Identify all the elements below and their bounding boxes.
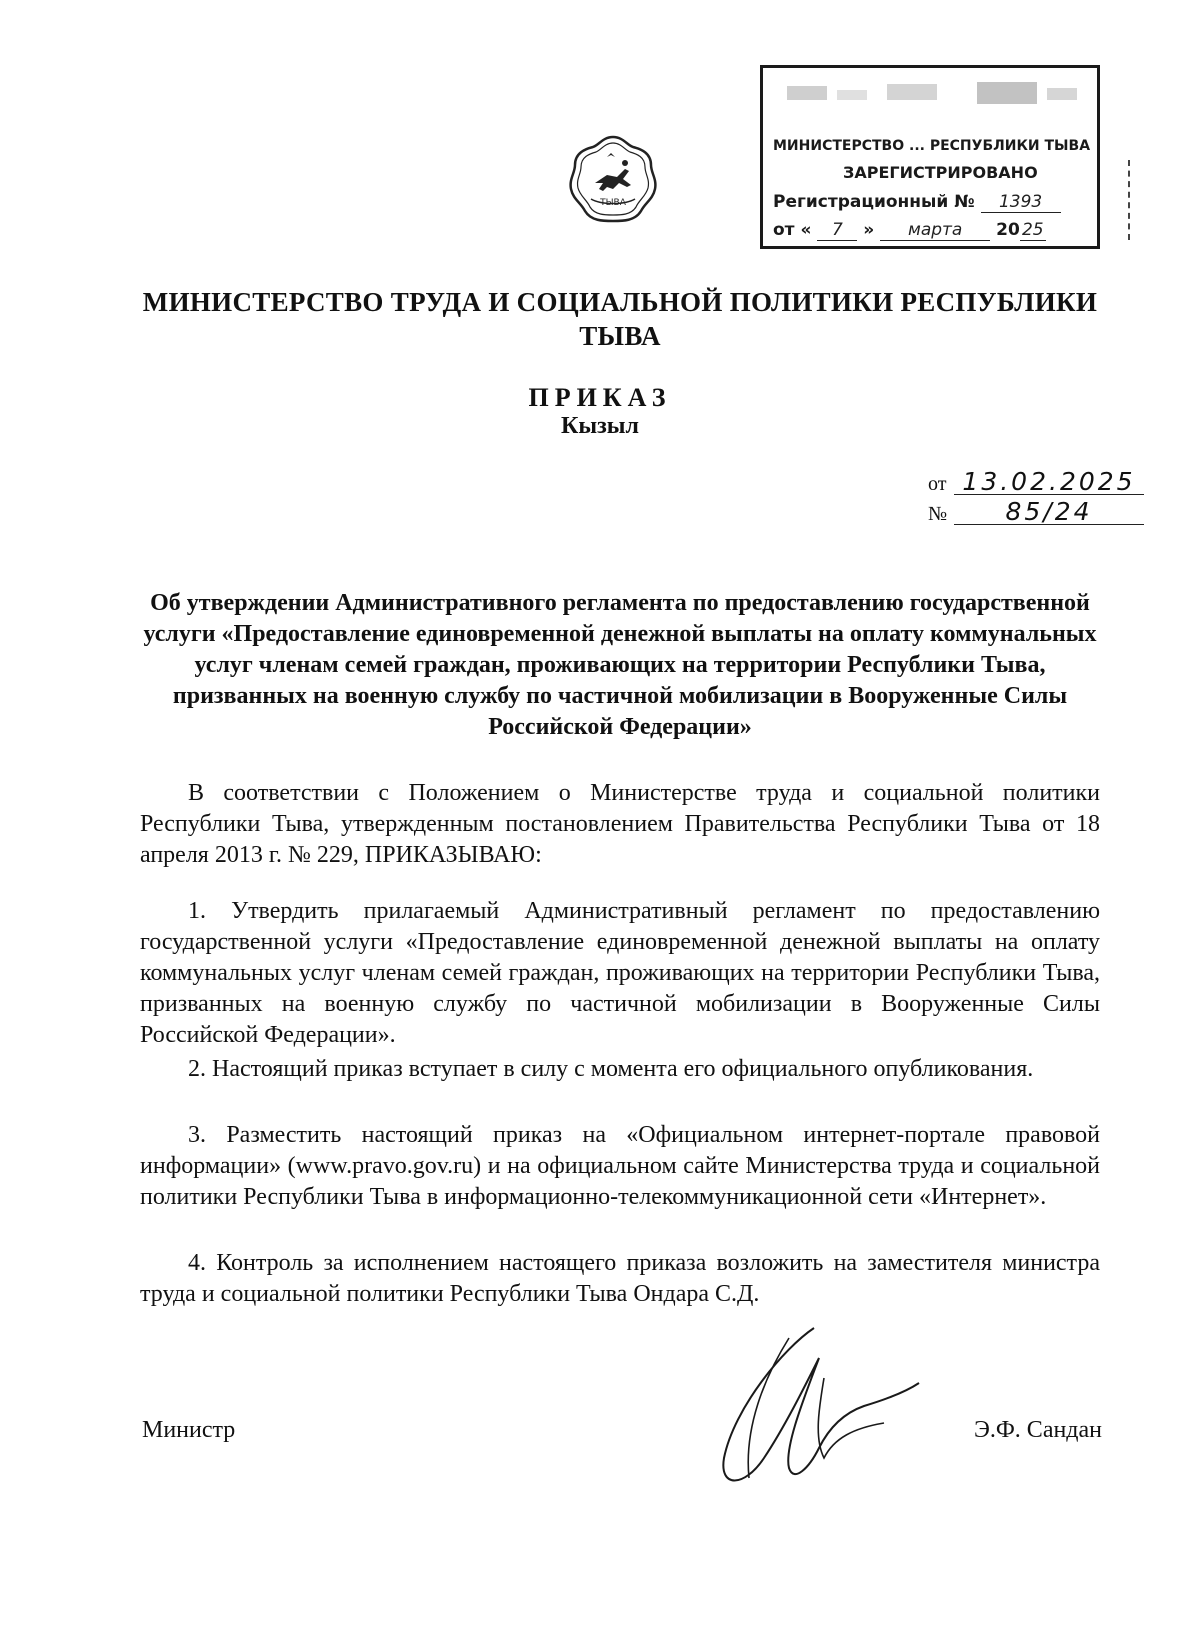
order-date-label: от: [928, 473, 947, 495]
order-date-value: 13.02.2025: [954, 470, 1144, 495]
stamp-reg-number-row: [773, 192, 1061, 213]
city: Кызыл: [561, 413, 639, 439]
order-item-4: 4. Контроль за исполнением настоящего приказа возложить на заместителя министра труда и социальной политики Республики Тыва Ондара С.Д.: [140, 1250, 1100, 1307]
stamp-year-suffix: 25: [1020, 220, 1046, 241]
order-item-3: 3. Разместить настоящий приказ на «Официальном интернет-портале правовой информации» (www.pravo.gov.ru) и на официальном сайте Министерства труда и социальной политики Республики Тыва в информационно-телекоммуникационной сети «Интернет».: [140, 1122, 1100, 1210]
organization-title-line1: МИНИСТЕРСТВО ТРУДА И СОЦИАЛЬНОЙ ПОЛИТИКИ РЕСПУБЛИКИ: [142, 287, 1098, 317]
organization-title-line2: ТЫВА: [579, 321, 661, 351]
stamp-date-from-label: от «: [773, 220, 812, 240]
stamp-reg-number-label: Регистрационный №: [773, 192, 975, 212]
emblem-caption: ТЫВА: [600, 198, 626, 208]
margin-mark: [1128, 160, 1132, 240]
order-date-number: [928, 467, 1144, 530]
order-item-2: 2. Настоящий приказ вступает в силу с момента его официального опубликования.: [188, 1056, 1034, 1082]
order-date-row: [928, 467, 1144, 500]
signatory-name: Э.Ф. Сандан: [974, 1417, 1103, 1443]
stamp-date-row: [773, 220, 1046, 241]
stamp-registered-line: ЗАРЕГИСТРИРОВАНО: [843, 163, 1038, 182]
tuva-emblem: [567, 133, 659, 225]
order-number-label: №: [928, 503, 948, 525]
stamp-reg-number-value: 1393: [981, 192, 1061, 213]
order-item-1: 1. Утвердить прилагаемый Административный регламент по предоставлению государственной услуги «Предоставление единовременной денежной выплаты на оплату коммунальных услуг членам семей граждан, проживающих на территории Республики Тыва, призванных на военную службу по частичной мобилизации в Вооруженные Силы Российской Федерации».: [140, 898, 1100, 1048]
order-number-value: 85/24: [954, 500, 1144, 525]
registration-stamp: [760, 65, 1100, 249]
stamp-date-day: 7: [817, 220, 857, 241]
organization-title: [140, 285, 1100, 353]
stamp-year-prefix: 20: [996, 220, 1020, 240]
order-subject: Об утверждении Административного регламента по предоставлению государственной услуги «Предоставление единовременной денежной выплаты на оплату коммунальных услуг членам семей граждан, проживающих на территории Республики Тыва, призванных на военную службу по частичной мобилизации в Вооруженные Силы Российской Федерации»: [143, 590, 1097, 740]
stamp-date-month: марта: [880, 220, 990, 241]
stamp-ministry-line: МИНИСТЕРСТВО ... РЕСПУБЛИКИ ТЫВА: [773, 138, 1091, 154]
document-type: ПРИКАЗ: [528, 383, 672, 412]
handwritten-signature: [694, 1318, 924, 1498]
stamp-date-sep: »: [863, 220, 875, 240]
preamble: В соответствии с Положением о Министерстве труда и социальной политики Республики Тыва, утвержденным постановлением Правительства Республики Тыва от 18 апреля 2013 г. № 229, ПРИКАЗЫВАЮ:: [140, 780, 1100, 868]
stamp-faded-header: [777, 76, 1087, 118]
order-number-row: [928, 497, 1144, 530]
signatory-position: Министр: [142, 1417, 236, 1443]
